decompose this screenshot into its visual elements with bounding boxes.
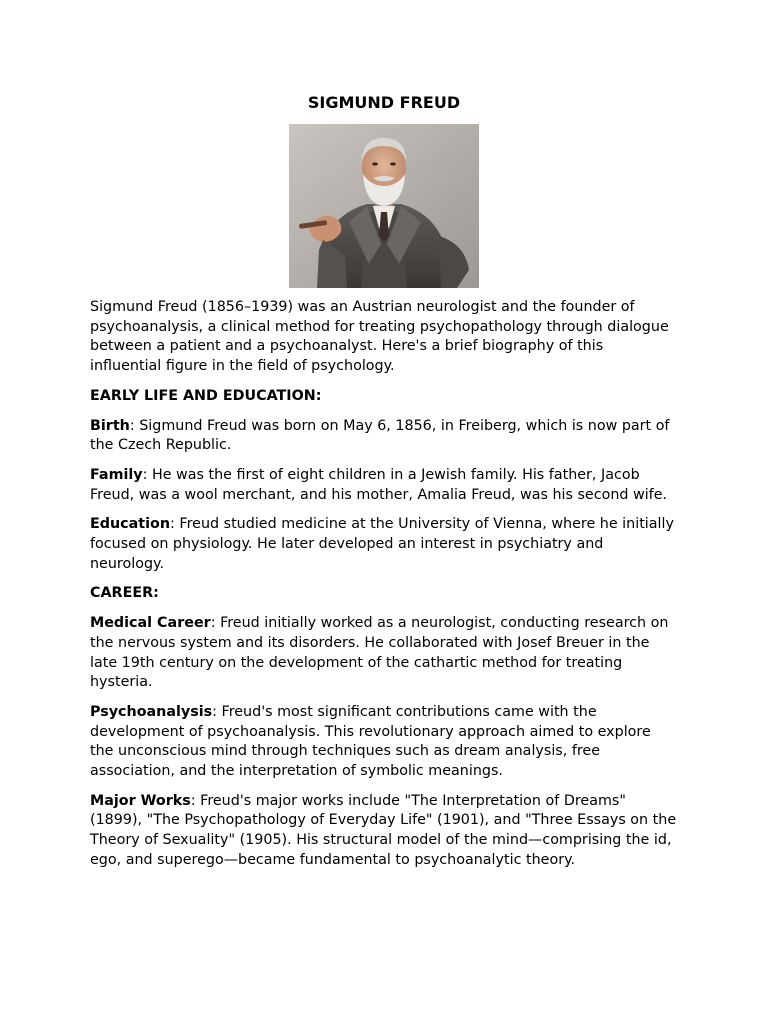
paragraph-education	[90, 515, 678, 574]
paragraph-medical-career	[90, 614, 678, 693]
portrait-image	[289, 124, 479, 288]
section-heading-career: CAREER:	[90, 585, 159, 602]
paragraph-birth	[90, 417, 678, 456]
paragraph-text: : Freud's major works include "The Interpretation of Dreams" (1899), "The Psychopathology of Everyday Life" (1901), and "Three Essays on the Theory of Sexuality" (1905). His structural model of the mind—comprising the id, ego, and superego—became fundamental to psychoanalytic theory.	[90, 792, 677, 868]
term-label: Major Works	[90, 792, 191, 809]
paragraph-text: : Freud's most significant contributions came with the development of psychoanalysis. This revolutionary approach aimed to explore the unconscious mind through techniques such as dream analysis, free association, and the interpretation of symbolic meanings.	[90, 703, 651, 780]
term-label: Psychoanalysis	[90, 703, 213, 720]
document-page	[90, 92, 678, 881]
section-heading-early-life: EARLY LIFE AND EDUCATION:	[90, 387, 322, 404]
document-title: SIGMUND FREUD	[307, 93, 461, 112]
paragraph-text: : Sigmund Freud was born on May 6, 1856, in Freiberg, which is now part of the Czech Republic.	[90, 417, 670, 454]
paragraph-text: : Freud studied medicine at the University of Vienna, where he initially focused on physiology. He later developed an interest in psychiatry and neurology.	[90, 516, 674, 572]
term-label: Family	[90, 466, 143, 483]
intro-paragraph: Sigmund Freud (1856–1939) was an Austrian neurologist and the founder of psychoanalysis, a clinical method for treating psychopathology through dialogue between a patient and a psychoanalyst. Here's a brief biography of this influential figure in the field of psychology.	[90, 299, 669, 375]
paragraph-text: : Freud initially worked as a neurologist, conducting research on the nervous system and its disorders. He collaborated with Josef Breuer in the late 19th century on the development of the cathartic method for treating hysteria.	[90, 615, 669, 691]
paragraph-major-works	[90, 792, 678, 871]
paragraph-text: : He was the first of eight children in a Jewish family. His father, Jacob Freud, was a wool merchant, and his mother, Amalia Freud, was his second wife.	[90, 466, 668, 503]
term-label: Education	[90, 516, 171, 533]
term-label: Birth	[90, 417, 130, 434]
term-label: Medical Career	[90, 615, 211, 632]
paragraph-psychoanalysis	[90, 703, 678, 782]
paragraph-family	[90, 466, 678, 505]
